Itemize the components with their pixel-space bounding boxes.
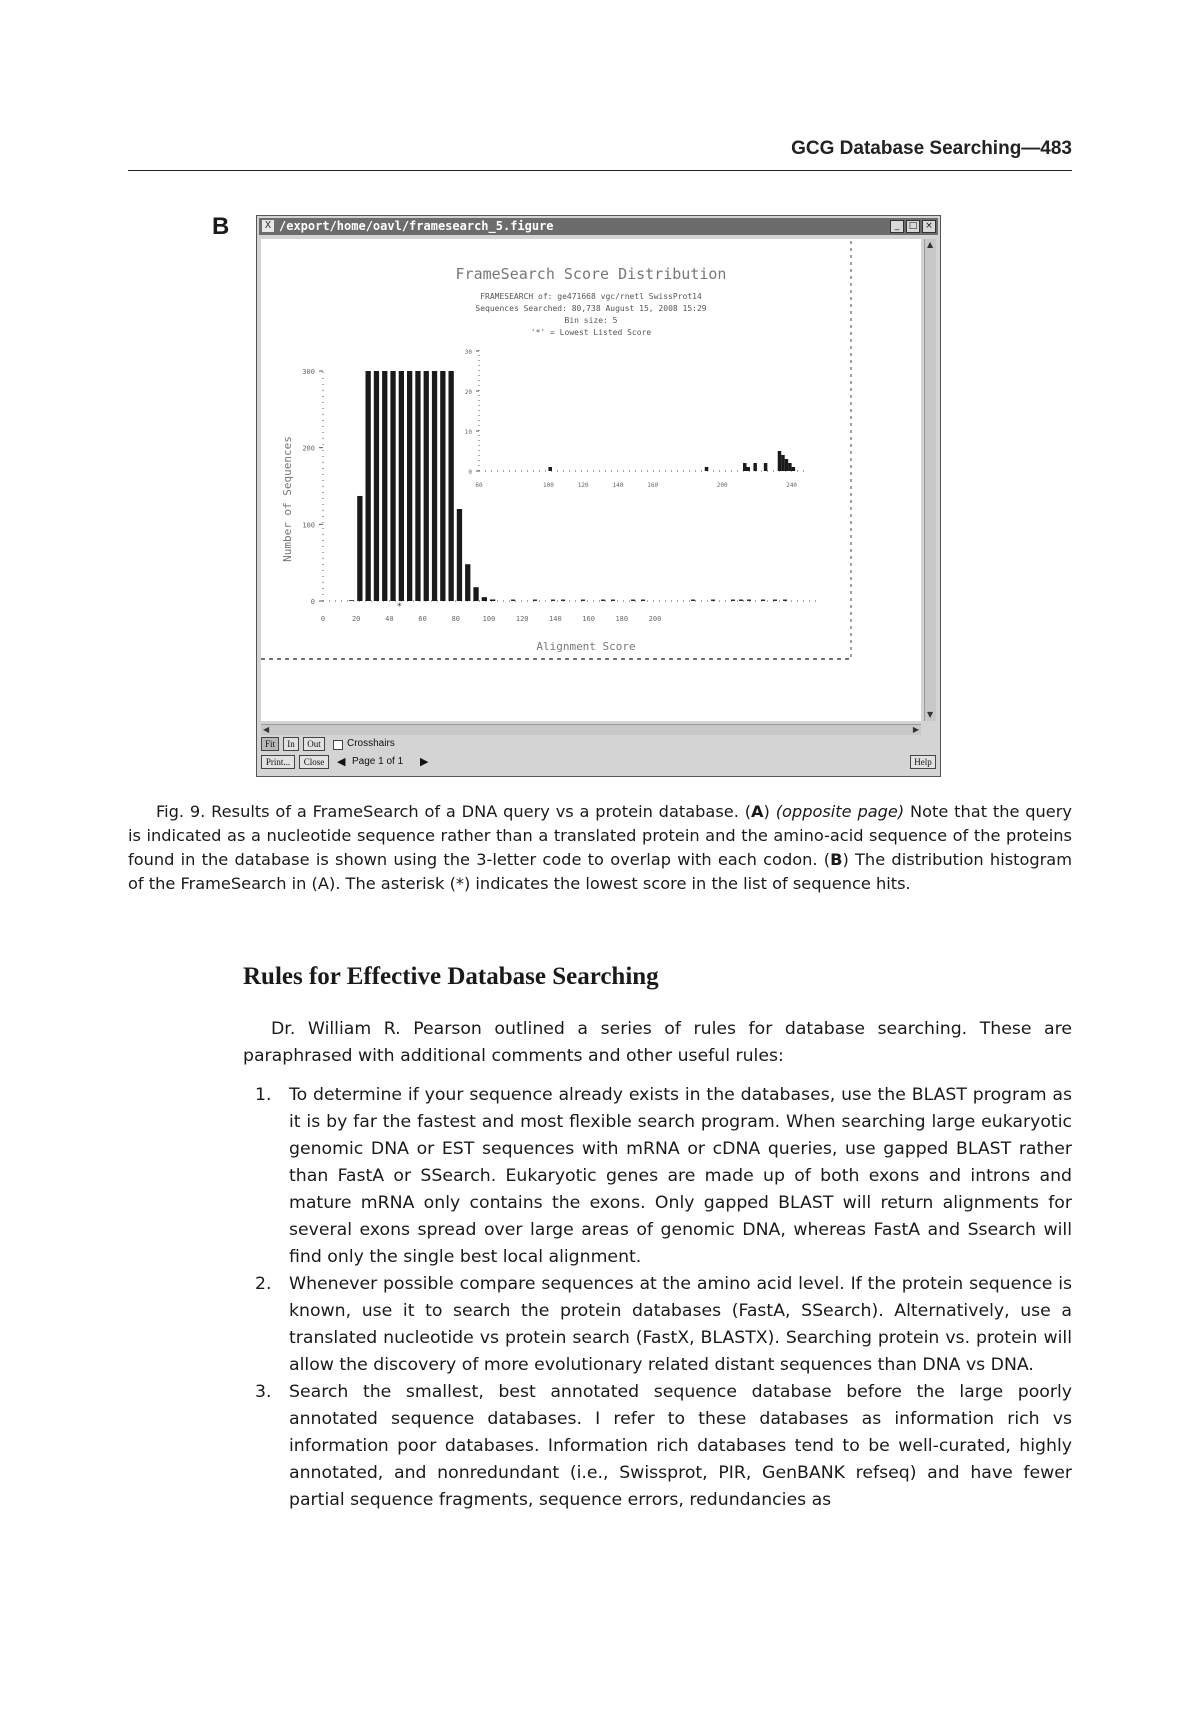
x-tick-label: 180 bbox=[615, 615, 629, 623]
chart-title: FrameSearch Score Distribution bbox=[455, 265, 727, 283]
caption-opposite-page: (opposite page) bbox=[775, 802, 905, 821]
list-item-text: To determine if your sequence already exists in the databases, use the BLAST program as it is by far the fastest and most flexible search program. When searching large eukaryotic genomic DNA or EST sequences with mRNA or cDNA queries, use gapped BLAST rather than FastA or SSearch. Eukaryotic genes are made up of both exons and introns and mature mRNA only contains the exons. Only gapped BLAST will return alignments for several exons spread over large areas of genomic DNA, whereas FastA and Ssearch will find only the single best local alignment. bbox=[289, 1085, 1072, 1267]
panel-label: B bbox=[212, 213, 230, 240]
x-tick-label: 40 bbox=[385, 615, 394, 623]
caption-label-a: A bbox=[751, 802, 764, 821]
tail-tick-bar bbox=[711, 600, 715, 602]
crosshairs-checkbox[interactable] bbox=[333, 740, 343, 750]
vertical-scrollbar[interactable] bbox=[924, 239, 936, 721]
tail-tick-bar bbox=[581, 600, 585, 602]
inset-x-tick-label: 140 bbox=[612, 482, 624, 489]
list-item-text: Search the smallest, best annotated sequence database before the large poorly annotated sequence databases. I refer to these databases as information rich vs information poor databases. Information rich databases tend to be well-curated, highly annotated, and nonredundant (i.e., Swissprot, PIR, GenBANK refseq) and have fewer partial sequence fragments, sequence errors, redundancies as bbox=[289, 1382, 1072, 1510]
tail-tick-bar bbox=[691, 600, 695, 602]
intro-paragraph-text: Dr. William R. Pearson outlined a series of rules for database searching. These are paraphrased with additional comments and other useful rules: bbox=[243, 1019, 1072, 1066]
main-histogram bbox=[302, 367, 821, 623]
tail-tick-bar bbox=[747, 600, 751, 602]
inset-bar bbox=[753, 463, 757, 471]
print-button[interactable]: Print... bbox=[261, 755, 295, 769]
histogram-bar bbox=[374, 371, 379, 601]
tail-tick-bar bbox=[511, 600, 515, 602]
histogram-bar bbox=[349, 600, 354, 601]
list-item-text: Whenever possible compare sequences at the amino acid level. If the protein sequence is known, use it to search the protein databases (FastA, SSearch). Alternatively, use a translated nucleotide vs protein search (FastX, BLASTX). Searching protein vs. protein will allow the discovery of more evolutionary related distant sequences than DNA vs DNA. bbox=[289, 1274, 1072, 1375]
list-item-number: 2. bbox=[255, 1274, 272, 1294]
y-axis-label: Number of Sequences bbox=[281, 436, 294, 562]
inset-bar bbox=[548, 467, 552, 471]
list-item bbox=[243, 1379, 1072, 1514]
inset-y-tick-label: 0 bbox=[468, 469, 472, 476]
tail-tick-bar bbox=[533, 600, 537, 602]
subtitle-line-3: Bin size: 5 bbox=[564, 316, 618, 325]
horizontal-scrollbar[interactable] bbox=[261, 724, 921, 735]
histogram-bar bbox=[382, 371, 387, 601]
x-tick-label: 160 bbox=[582, 615, 595, 623]
caption-label-b: B bbox=[830, 850, 843, 869]
inset-x-tick-label: 60 bbox=[475, 482, 483, 489]
x-tick-label: 80 bbox=[451, 615, 461, 623]
plot-area bbox=[261, 239, 921, 721]
x-tick-label: 0 bbox=[320, 615, 326, 623]
x-tick-label: 120 bbox=[515, 615, 529, 623]
x-tick-label: 140 bbox=[549, 615, 562, 623]
crosshairs-label: Crosshairs bbox=[347, 738, 395, 749]
histogram-bar bbox=[432, 371, 437, 601]
close-button[interactable]: Close bbox=[299, 755, 329, 769]
inset-bar bbox=[785, 459, 789, 471]
intro-paragraph bbox=[243, 1016, 1072, 1070]
inset-bar bbox=[705, 467, 709, 471]
tail-tick-bar bbox=[561, 600, 565, 602]
tail-tick-bar bbox=[731, 600, 735, 602]
histogram-bar bbox=[407, 371, 412, 601]
x-axis-label: Alignment Score bbox=[536, 640, 636, 653]
y-tick-label: 300 bbox=[302, 368, 315, 376]
inset-y-tick-label: 20 bbox=[464, 389, 472, 396]
inset-bar bbox=[788, 463, 792, 471]
scroll-down-icon[interactable]: ▼ bbox=[927, 710, 934, 719]
lowest-score-marker: * bbox=[396, 602, 403, 612]
histogram-bar bbox=[399, 371, 404, 601]
list-item-number: 1. bbox=[255, 1085, 272, 1105]
section-heading: Rules for Effective Database Searching bbox=[243, 963, 659, 990]
inset-x-tick-label: 120 bbox=[577, 482, 589, 489]
prev-page-icon[interactable]: ◀ bbox=[337, 756, 346, 768]
histogram-bar bbox=[357, 496, 362, 601]
x-window-icon[interactable]: X bbox=[262, 220, 274, 232]
y-tick-label: 100 bbox=[302, 521, 315, 530]
inset-bar bbox=[778, 451, 782, 471]
running-head bbox=[128, 138, 1072, 171]
inset-x-tick-label: 160 bbox=[647, 482, 659, 489]
caption-intro: Fig. 9. Results of a FrameSearch of a DNA query vs a protein database. ( bbox=[156, 802, 752, 821]
histogram-bar-small bbox=[465, 564, 470, 601]
histogram-bar bbox=[449, 371, 454, 601]
subtitle-line-4: '*' = Lowest Listed Score bbox=[530, 328, 652, 337]
tail-tick-bar bbox=[773, 600, 777, 602]
close-icon[interactable]: × bbox=[922, 220, 936, 233]
tail-tick-bar bbox=[739, 600, 743, 602]
histogram-bar bbox=[424, 371, 429, 601]
inset-histogram bbox=[465, 347, 809, 489]
rules-list bbox=[243, 1082, 1072, 1514]
tail-tick-bar bbox=[641, 600, 645, 602]
inset-bar bbox=[764, 463, 768, 471]
maximize-icon[interactable]: □ bbox=[906, 220, 920, 233]
inset-x-tick-label: 100 bbox=[543, 482, 554, 489]
inset-bar bbox=[743, 463, 747, 471]
next-page-icon[interactable]: ▶ bbox=[420, 756, 429, 768]
histogram-bar-small bbox=[482, 597, 487, 601]
histogram-chart bbox=[261, 239, 921, 721]
inset-bar bbox=[792, 467, 796, 471]
x-tick-label: 60 bbox=[418, 615, 427, 623]
tail-tick-bar bbox=[611, 600, 615, 602]
subtitle-line-2: Sequences Searched: 80,738 August 15, 2008 15:29 bbox=[475, 304, 707, 313]
histogram-bar-small bbox=[473, 587, 478, 601]
inset-x-tick-label: 200 bbox=[716, 482, 728, 489]
running-head-text: GCG Database Searching—483 bbox=[791, 138, 1072, 159]
inset-y-tick-label: 30 bbox=[464, 349, 472, 356]
fit-button[interactable]: Fit bbox=[261, 737, 279, 751]
y-tick-label: 200 bbox=[302, 444, 315, 453]
tail-tick-bar bbox=[601, 600, 605, 602]
figure-caption bbox=[128, 800, 1072, 896]
histogram-bar bbox=[457, 509, 462, 601]
scroll-up-icon[interactable]: ▲ bbox=[927, 240, 934, 249]
scroll-right-icon[interactable]: ▶ bbox=[912, 725, 919, 734]
tail-tick-bar bbox=[631, 600, 635, 602]
zoom-out-button[interactable]: Out bbox=[303, 737, 325, 751]
histogram-bar bbox=[366, 371, 371, 601]
help-button[interactable]: Help bbox=[910, 755, 936, 769]
histogram-bar bbox=[415, 371, 420, 601]
list-item bbox=[243, 1082, 1072, 1271]
window-title: /export/home/oavl/framesearch_5.figure bbox=[279, 219, 554, 233]
tail-tick-bar bbox=[761, 600, 765, 602]
inset-x-tick-label: 240 bbox=[786, 482, 798, 489]
window-titlebar[interactable] bbox=[259, 218, 938, 235]
figure-window bbox=[256, 215, 941, 777]
y-tick-label: 0 bbox=[310, 598, 315, 606]
caption-tail: ) The distribution histogram of the FrameSearch in (A). The asterisk (*) indicates the lowest score in the list of sequence hits. bbox=[128, 850, 1072, 893]
list-item-number: 3. bbox=[255, 1382, 272, 1402]
x-tick-label: 200 bbox=[648, 615, 662, 623]
page-indicator: Page 1 of 1 bbox=[352, 756, 404, 767]
tail-tick-bar bbox=[783, 600, 787, 602]
scroll-left-icon[interactable]: ◀ bbox=[263, 725, 270, 734]
histogram-bar bbox=[390, 371, 395, 601]
histogram-bar bbox=[440, 371, 445, 601]
inset-bar bbox=[781, 455, 785, 471]
inset-bar bbox=[746, 467, 750, 471]
tail-tick-bar bbox=[551, 600, 555, 602]
inset-y-tick-label: 10 bbox=[464, 429, 472, 436]
minimize-icon[interactable]: _ bbox=[890, 220, 904, 233]
caption-middle: Note that the query is indicated as a nucleotide sequence rather than a translated protein and the amino-acid sequence of the proteins found in the database is shown using the 3-letter code to overlap with each codon. ( bbox=[128, 802, 1072, 869]
caption-a-close: ) bbox=[763, 802, 776, 821]
zoom-in-button[interactable]: In bbox=[283, 737, 299, 751]
subtitle-line-1: FRAMESEARCH of: ge471668 vgc/rnetl SwissProt14 bbox=[480, 292, 702, 301]
histogram-bar-small bbox=[490, 599, 495, 601]
list-item bbox=[243, 1271, 1072, 1379]
x-tick-label: 20 bbox=[351, 615, 361, 623]
x-tick-label: 100 bbox=[482, 615, 496, 623]
